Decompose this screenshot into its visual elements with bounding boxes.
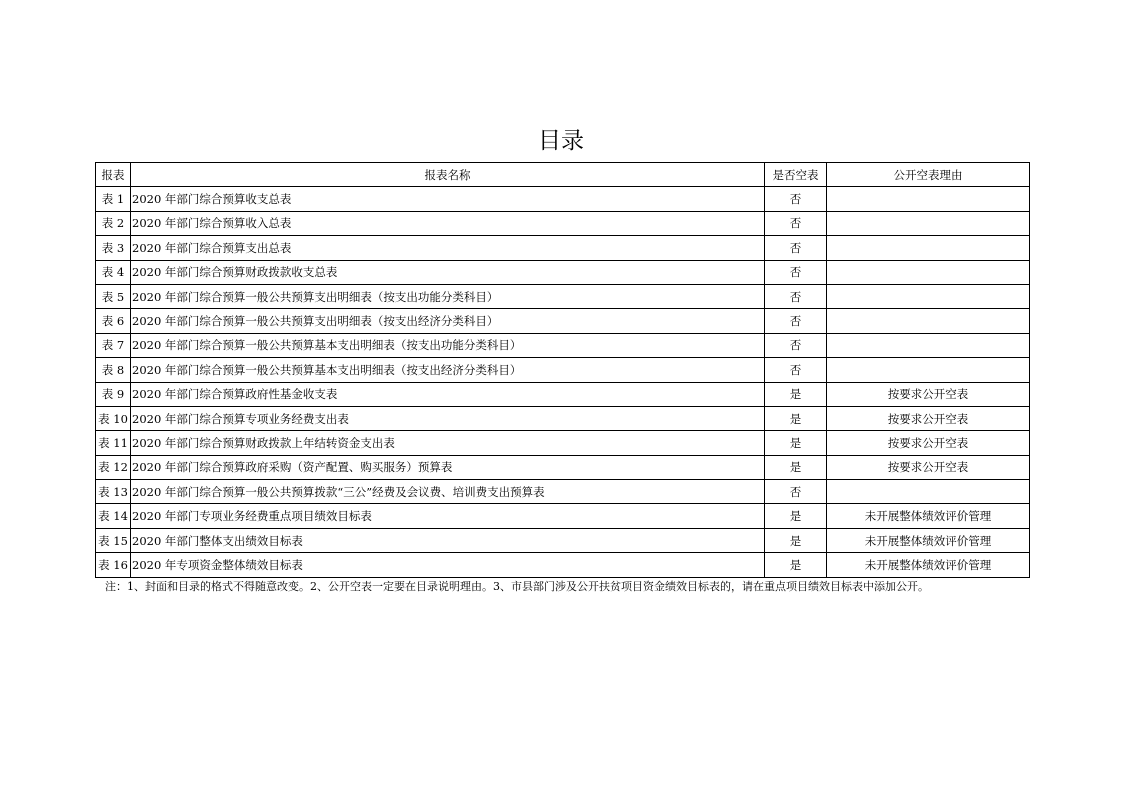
row-empty-reason (827, 333, 1030, 357)
table-row (96, 553, 1030, 577)
row-number: 表 8 (96, 358, 131, 382)
row-empty-reason (827, 211, 1030, 235)
row-report-name: 2020 年部门综合预算政府性基金收支表 (131, 382, 765, 406)
table-row (96, 236, 1030, 260)
row-report-name: 2020 年部门综合预算一般公共预算基本支出明细表（按支出功能分类科目） (131, 333, 765, 357)
row-is-empty: 是 (765, 553, 827, 577)
header-report: 报表 (96, 163, 131, 187)
row-report-name: 2020 年部门综合预算一般公共预算支出明细表（按支出功能分类科目） (131, 284, 765, 308)
page-title: 目录 (538, 128, 584, 154)
row-report-name: 2020 年部门综合预算财政拨款上年结转资金支出表 (131, 431, 765, 455)
row-number: 表 4 (96, 260, 131, 284)
row-is-empty: 否 (765, 358, 827, 382)
row-is-empty: 否 (765, 333, 827, 357)
table-row (96, 358, 1030, 382)
table-row (96, 284, 1030, 308)
footnote: 注：1、封面和目录的格式不得随意改变。2、公开空表一定要在目录说明理由。3、市县部门涉及公开扶贫项目资金绩效目标表的，请在重点项目绩效目标表中添加公开。 (105, 580, 929, 593)
row-is-empty: 是 (765, 528, 827, 552)
row-report-name: 2020 年部门整体支出绩效目标表 (131, 528, 765, 552)
row-is-empty: 是 (765, 504, 827, 528)
row-empty-reason: 未开展整体绩效评价管理 (827, 553, 1030, 577)
table-row (96, 309, 1030, 333)
table-row (96, 260, 1030, 284)
row-number: 表 10 (96, 406, 131, 430)
row-number: 表 2 (96, 211, 131, 235)
row-empty-reason: 未开展整体绩效评价管理 (827, 528, 1030, 552)
row-is-empty: 否 (765, 260, 827, 284)
row-empty-reason (827, 187, 1030, 211)
row-report-name: 2020 年部门综合预算专项业务经费支出表 (131, 406, 765, 430)
row-is-empty: 是 (765, 455, 827, 479)
row-empty-reason (827, 236, 1030, 260)
table-row (96, 333, 1030, 357)
row-is-empty: 否 (765, 236, 827, 260)
row-number: 表 16 (96, 553, 131, 577)
row-is-empty: 是 (765, 431, 827, 455)
table-row (96, 431, 1030, 455)
table-row (96, 504, 1030, 528)
row-report-name: 2020 年部门综合预算收支总表 (131, 187, 765, 211)
row-number: 表 15 (96, 528, 131, 552)
row-report-name: 2020 年部门综合预算一般公共预算支出明细表（按支出经济分类科目） (131, 309, 765, 333)
row-report-name: 2020 年部门综合预算政府采购（资产配置、购买服务）预算表 (131, 455, 765, 479)
row-report-name: 2020 年部门综合预算收入总表 (131, 211, 765, 235)
row-empty-reason (827, 260, 1030, 284)
toc-table (95, 162, 1030, 578)
row-report-name: 2020 年部门综合预算一般公共预算基本支出明细表（按支出经济分类科目） (131, 358, 765, 382)
table-row (96, 480, 1030, 504)
table-row (96, 406, 1030, 430)
row-number: 表 14 (96, 504, 131, 528)
row-report-name: 2020 年部门综合预算支出总表 (131, 236, 765, 260)
table-row (96, 528, 1030, 552)
row-number: 表 6 (96, 309, 131, 333)
table-row (96, 187, 1030, 211)
row-empty-reason: 未开展整体绩效评价管理 (827, 504, 1030, 528)
row-report-name: 2020 年部门综合预算财政拨款收支总表 (131, 260, 765, 284)
row-empty-reason (827, 358, 1030, 382)
table-row (96, 455, 1030, 479)
table-row (96, 211, 1030, 235)
header-report-name: 报表名称 (131, 163, 765, 187)
row-empty-reason (827, 284, 1030, 308)
row-empty-reason (827, 309, 1030, 333)
header-empty-reason: 公开空表理由 (827, 163, 1030, 187)
row-number: 表 13 (96, 480, 131, 504)
row-report-name: 2020 年部门专项业务经费重点项目绩效目标表 (131, 504, 765, 528)
row-is-empty: 是 (765, 406, 827, 430)
row-is-empty: 否 (765, 187, 827, 211)
table-body (96, 187, 1030, 577)
row-empty-reason: 按要求公开空表 (827, 431, 1030, 455)
table-header-row (96, 163, 1030, 187)
row-is-empty: 否 (765, 309, 827, 333)
row-number: 表 1 (96, 187, 131, 211)
row-empty-reason (827, 480, 1030, 504)
header-is-empty: 是否空表 (765, 163, 827, 187)
row-report-name: 2020 年部门综合预算一般公共预算拨款“三公”经费及会议费、培训费支出预算表 (131, 480, 765, 504)
row-report-name: 2020 年专项资金整体绩效目标表 (131, 553, 765, 577)
row-number: 表 9 (96, 382, 131, 406)
row-is-empty: 是 (765, 382, 827, 406)
row-number: 表 3 (96, 236, 131, 260)
row-is-empty: 否 (765, 211, 827, 235)
table-row (96, 382, 1030, 406)
row-number: 表 11 (96, 431, 131, 455)
row-number: 表 12 (96, 455, 131, 479)
row-empty-reason: 按要求公开空表 (827, 382, 1030, 406)
row-number: 表 7 (96, 333, 131, 357)
row-is-empty: 否 (765, 480, 827, 504)
row-is-empty: 否 (765, 284, 827, 308)
row-empty-reason: 按要求公开空表 (827, 455, 1030, 479)
row-empty-reason: 按要求公开空表 (827, 406, 1030, 430)
row-number: 表 5 (96, 284, 131, 308)
